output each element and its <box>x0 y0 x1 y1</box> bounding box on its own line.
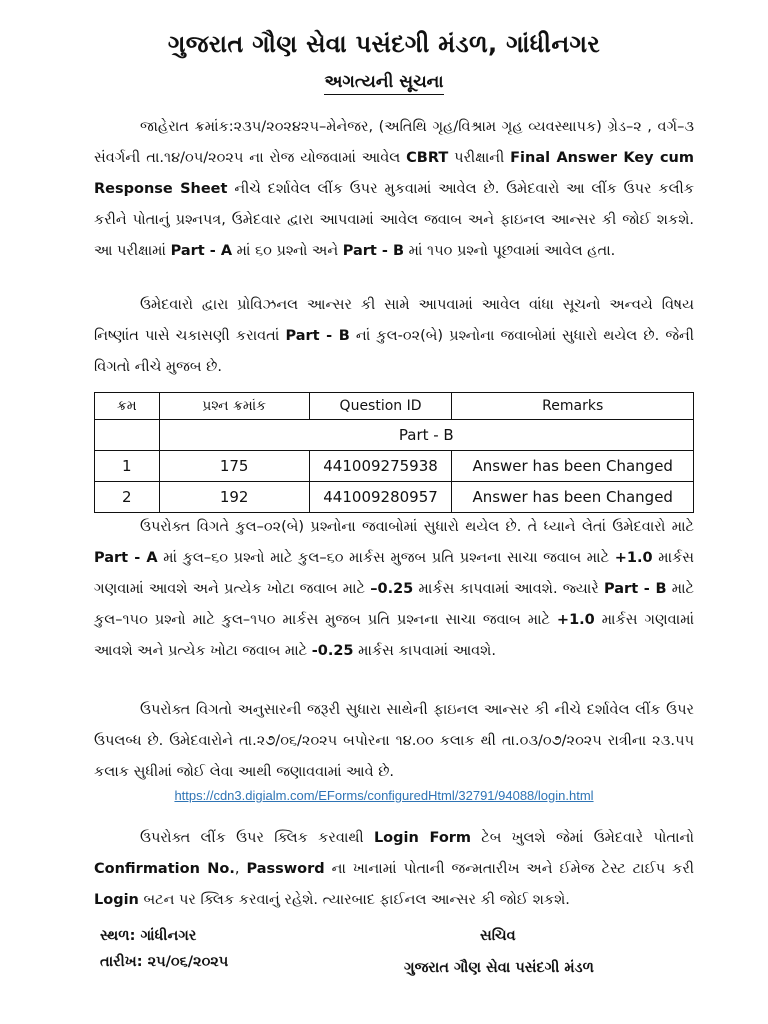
table-group-row <box>95 420 694 451</box>
p5-text-f: બટન પર ક્લિક કરવાનું રહેશે. ત્યારબાદ ફાઈનલ આન્સર કી જોઈ શકશે. <box>138 892 570 908</box>
footer-place: સ્થળ: ગાંધીનગર <box>100 928 197 944</box>
answer-key-link[interactable]: https://cdn3.digialm.com/EForms/configuredHtml/32791/94088/login.html <box>174 788 594 803</box>
p1-cbrt: CBRT <box>406 150 449 166</box>
p5-login: Login <box>94 892 139 908</box>
paragraph-availability: ઉપરોક્ત વિગતો અનુસારની જરૂરી સુધારા સાથેની ફાઇનલ આન્સર કી નીચે દર્શાવેલ લીંક ઉપર ઉપલબ્ધ છે. ઉમેદવારોને તા.૨૭/૦૬/૨૦૨૫ બપોરના ૧૪.૦૦ કલાક થી તા.૦૩/૦૭/૨૦૨૫ રાત્રીના ૨૩.૫૫ કલાક સુધીમાં જોઈ લેવા આથી જણાવવામાં આવે છે. <box>94 702 694 780</box>
p1-text-e: માં ૬૦ પ્રશ્નો અને <box>232 243 343 259</box>
table-header-row <box>95 393 694 420</box>
p1-text-f: માં ૧૫૦ પ્રશ્નો પૂછવામાં આવેલ હતા. <box>404 243 616 259</box>
p5-text-e: ના ખાનામાં પોતાની જન્મતારીખ અને ઈમેજ ટેસ્ટ ટાઈપ કરી <box>324 861 694 877</box>
p3-text-a: ઉપરોક્ત વિગતે કુલ–૦૨(બે) પ્રશ્નોના જવાબોમાં સુધારો થયેલ છે. તે ધ્યાને લેતાં ઉમેદવારો માટે <box>140 519 694 535</box>
p3-text-h: માર્કસ કાપવામાં આવશે. <box>353 643 496 659</box>
footer-date: તારીખ: ૨૫/૦૬/૨૦૨૫ <box>100 954 229 970</box>
p3-text-e: માર્કસ કાપવામાં આવશે. જ્યારે <box>413 581 605 597</box>
group-empty-cell <box>95 420 160 451</box>
p5-text-c: ટેબ ખુલશે જેમાં ઉમેદવારે પોતાનો <box>471 830 694 846</box>
p1-part-a: Part - A <box>170 243 233 259</box>
page-title: ગુજરાત ગૌણ સેવા પસંદગી મંડળ, ગાંધીનગર <box>167 30 601 58</box>
paragraph-login-instructions <box>94 823 694 916</box>
paragraph-marking-scheme <box>94 512 694 667</box>
p2-text-a: ઉમેદવારો દ્વારા પ્રોવિઝનલ આન્સર કી સામે આપવામાં આવેલ વાંધા સૂચનો અન્વયે વિષય નિષ્ણાંત પાસે ચકાસણી કરાવતાં <box>94 297 694 344</box>
p3-minus-mark-a: –0.25 <box>370 581 414 597</box>
p3-part-b: Part - B <box>604 581 667 597</box>
p1-text-a: જાહેરાત ક્રમાંક:૨૩૫/૨૦૨૪૨૫–મેનેજર, (અતિથિ ગૃહ/વિશ્રામ ગૃહ વ્યવસ્થાપક) ગ્રેડ–૨ , વર્ગ–૩ સંવર્ગની તા.૧૪/૦૫/૨૦૨૫ ના રોજ યોજવામાં આવેલ <box>94 119 694 166</box>
paragraph-advertisement <box>94 112 694 267</box>
p3-plus-mark-b: +1.0 <box>556 612 595 628</box>
p5-login-form: Login Form <box>373 830 472 846</box>
p1-answer-key: Final Answer Key cum Response Sheet <box>94 150 694 197</box>
header-question-id: Question ID <box>309 393 452 420</box>
table-row <box>95 482 694 513</box>
p3-minus-mark-b: -0.25 <box>311 643 354 659</box>
p1-text-c: પરીક્ષાની <box>448 150 511 166</box>
p5-text-d: , <box>234 861 247 877</box>
row-sr: 1 <box>95 451 160 482</box>
p3-plus-mark-a: +1.0 <box>614 550 653 566</box>
row-question-id: 441009275938 <box>309 451 452 482</box>
p3-text-f: માટે કુલ–૧૫૦ પ્રશ્નો માટે કુલ–૧૫૦ માર્કસ મુજબ પ્રતિ પ્રશ્નના સાચા જવાબ માટે <box>94 581 694 628</box>
page-subtitle <box>0 72 768 92</box>
header-question-number: પ્રશ્ન ક્રમાંક <box>159 393 309 420</box>
row-sr: 2 <box>95 482 160 513</box>
p2-text-c: નાં કુલ-૦૨(બે) પ્રશ્નોના જવાબોમાં સુધારો થયેલ છે. જેની વિગતો નીચે મુજબ છે. <box>94 328 694 375</box>
row-question-number: 175 <box>159 451 309 482</box>
p5-password: Password <box>246 861 325 877</box>
p5-text-a: ઉપરોક્ત લીંક ઉપર ક્લિક કરવાથી <box>140 830 374 846</box>
p3-text-d: માર્કસ ગણવામાં આવશે અને પ્રત્યેક ખોટા જવાબ માટે <box>94 550 694 597</box>
p3-text-c: માં કુલ–૬૦ પ્રશ્નો માટે કુલ–૬૦ માર્કસ મુજબ પ્રતિ પ્રશ્નના સાચા જવાબ માટે <box>157 550 615 566</box>
p3-part-a: Part - A <box>94 550 158 566</box>
header-remarks: Remarks <box>452 393 694 420</box>
changed-answers-table <box>94 392 694 513</box>
p2-part-b: Part - B <box>285 328 350 344</box>
row-question-id: 441009280957 <box>309 482 452 513</box>
row-question-number: 192 <box>159 482 309 513</box>
group-label: Part - B <box>159 420 693 451</box>
p5-confirmation-no: Confirmation No. <box>94 861 235 877</box>
row-remarks: Answer has been Changed <box>452 482 694 513</box>
p1-part-b: Part - B <box>342 243 405 259</box>
p1-text-d: નીચે દર્શાવેલ લીંક ઉપર મુકવામાં આવેલ છે. ઉમેદવારો આ લીંક ઉપર કલીક કરીને પોતાનું પ્રશ્નપત્ર, ઉમેદવાર દ્વારા આપવામાં આવેલ જવાબ અને ફાઇનલ આન્સર કી જોઈ શકશે. આ પરીક્ષામાં <box>94 181 694 259</box>
footer-signatory-title: સચિવ <box>480 928 516 944</box>
p3-text-g: માર્કસ ગણવામાં આવશે અને પ્રત્યેક ખોટા જવાબ માટે <box>94 612 695 659</box>
header-sr: ક્રમ <box>95 393 160 420</box>
paragraph-objections <box>94 290 694 383</box>
subtitle-text: અગત્યની સૂચના <box>324 72 443 95</box>
table-row <box>95 451 694 482</box>
row-remarks: Answer has been Changed <box>452 451 694 482</box>
footer-organization: ગુજરાત ગૌણ સેવા પસંદગી મંડળ <box>404 960 594 976</box>
